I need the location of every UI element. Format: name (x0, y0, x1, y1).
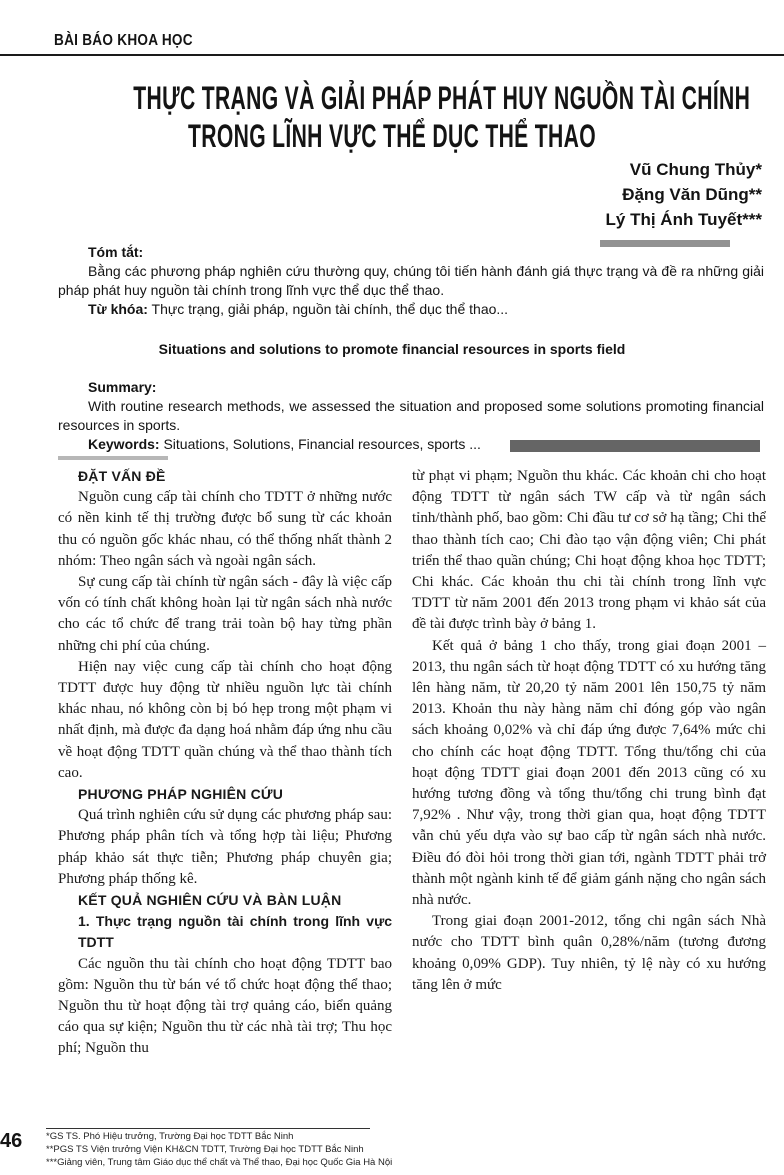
en-abstract-text: With routine research methods, we assessed the situation and proposed some solutions promoting financial resources in sports. (58, 398, 764, 433)
heading-introduction: ĐẶT VẤN ĐỀ (78, 468, 166, 484)
vi-keywords (88, 300, 764, 319)
decorative-bar (58, 456, 168, 460)
article-title-line-2: TRONG LĨNH VỰC THỂ DỤC THỂ THAO (188, 118, 596, 154)
body-right-column (412, 466, 766, 996)
paragraph: Các nguồn thu tài chính cho hoạt động TDTT bao gồm: Nguồn thu từ bán vé tổ chức hoạt động thể thao; Nguồn thu từ hoạt động tài trợ quảng cáo, biển quảng cáo qua sự kiện; Nguồn thu từ các nhà tài trợ; Thu học phí; Nguồn thu (58, 955, 392, 1057)
vi-abstract-label: Tóm tắt: (88, 244, 144, 260)
english-title: Situations and solutions to promote financial resources in sports field (158, 341, 626, 357)
author-2: Đặng Văn Dũng** (622, 185, 762, 204)
footnote-rule (46, 1128, 370, 1129)
footnote: ***Giảng viên, Trung tâm Giáo dục thể chất và Thể thao, Đại học Quốc Gia Hà Nội (46, 1157, 393, 1168)
paragraph: Trong giai đoạn 2001-2012, tổng chi ngân sách Nhà nước cho TDTT bình quân 0,28%/năm (tương đương khoảng 0,09% GDP). Tuy nhiên, tỷ lệ này có xu hướng tăng lên ở mức (412, 913, 766, 993)
article-title-line-1: THỰC TRẠNG VÀ GIẢI PHÁP PHÁT HUY NGUỒN TÀI CHÍNH (133, 80, 751, 116)
footnotes (46, 1130, 766, 1169)
vi-keywords-text: Thực trạng, giải pháp, nguồn tài chính, thể dục thể thao... (147, 301, 509, 317)
page-number: 46 (0, 1130, 23, 1152)
subheading-financial-status: 1. Thực trạng nguồn tài chính trong lĩnh vực TDTT (78, 913, 392, 951)
decorative-bar (510, 440, 760, 452)
heading-methods: PHƯƠNG PHÁP NGHIÊN CỨU (78, 786, 284, 803)
paragraph: từ phạt vi phạm; Nguồn thu khác. Các khoản chi cho hoạt động TDTT từ ngân sách TW cấp và từ ngân sách tỉnh/thành phố, bao gồm: Chi đầu tư cơ sở hạ tầng; Chi thể thao thành tích cao; Chi đào tạo vận động viên; Chi phát triển thể thao quần chúng; Chi hoạt động khoa học TDTT; Chi khác. Các khoản thu chi tài chính trong lĩnh vực TDTT từ năm 2001 đến 2013 trong phạm vi khảo sát của đề tài được trình bày ở bảng 1. (412, 468, 766, 633)
paragraph: Sự cung cấp tài chính từ ngân sách - đây là việc cấp vốn có tính chất không hoàn lại từ ngân sách nhà nước cho các tổ chức để trang trải toàn bộ hay từng phần những chi phí của chúng. (58, 574, 392, 654)
body-left-column (58, 466, 392, 1060)
paragraph: Kết quả ở bảng 1 cho thấy, trong giai đoạn 2001 – 2013, thu ngân sách từ hoạt động TDTT có xu hướng tăng lên hàng năm, từ 20,20 tỷ năm 2001 lên 150,75 tỷ năm 2013. Khoản thu này hàng năm chỉ đóng góp vào ngân sách khoảng 0,02% và chỉ đáp ứng được 7,64% mức chi cho chính các hoạt động TDTT. Tổng thu/tổng chi của hoạt động TDTT giai đoạn 2001 đến 2013 cũng có xu hướng tương đồng và tổng thu/tổng chi trung bình đạt 7,92% . Như vậy, trong thời gian qua, hoạt động TDTT vẫn chủ yếu dựa vào sự bao cấp từ ngân sách nhà nước. Điều đó đòi hỏi trong thời gian tới, ngành TDTT phải trở thành một ngành kinh tế để giảm gánh nặng cho ngân sách nhà nước. (412, 637, 766, 909)
heading-results: KẾT QUẢ NGHIÊN CỨU VÀ BÀN LUẬN (78, 892, 342, 909)
en-abstract-label: Summary: (88, 379, 157, 395)
author-3: Lý Thị Ánh Tuyết*** (605, 210, 762, 229)
footnote: **PGS TS Viện trưởng Viện KH&CN TDTT, Trường Đại học TDTT Bắc Ninh (46, 1144, 364, 1155)
vi-keywords-label: Từ khóa: (88, 301, 148, 317)
paragraph: Hiện nay việc cung cấp tài chính cho hoạt động TDTT được huy động từ nhiều nguồn lực tài chính khác nhau, nó không còn bị bó hẹp trong một phạm vi nhất định, mà được đa dạng hoá nhằm đáp ứng nhu cầu về hoạt động TDTT quần chúng và thể thao thành tích cao. (58, 658, 392, 781)
en-keywords-label: Keywords: (88, 436, 160, 452)
en-keywords-text: Situations, Solutions, Financial resources, sports ... (159, 436, 481, 452)
paragraph: Nguồn cung cấp tài chính cho TDTT ở những nước có nền kinh tế thị trường được bổ sung từ các khoản thu có nguồn gốc khác nhau, có thể thống nhất thành 2 nhóm: Theo ngân sách và ngoài ngân sách. (58, 489, 392, 569)
author-1: Vũ Chung Thủy* (629, 160, 762, 179)
decorative-bar (600, 240, 730, 247)
footnote: *GS TS. Phó Hiệu trưởng, Trường Đại học TDTT Bắc Ninh (46, 1131, 294, 1142)
paragraph: Quá trình nghiên cứu sử dụng các phương pháp sau: Phương pháp phân tích và tổng hợp tài liệu; Phương pháp khảo sát thực tiễn; Phương pháp chuyên gia; Phương pháp thống kê. (58, 807, 392, 887)
header-rule (0, 54, 784, 56)
section-label: BÀI BÁO KHOA HỌC (54, 32, 193, 49)
vi-abstract-text: Bằng các phương pháp nghiên cứu thường quy, chúng tôi tiến hành đánh giá thực trạng và đề ra những giải pháp phát huy nguồn tài chính trong lĩnh vực thể dục thể thao. (58, 263, 764, 298)
